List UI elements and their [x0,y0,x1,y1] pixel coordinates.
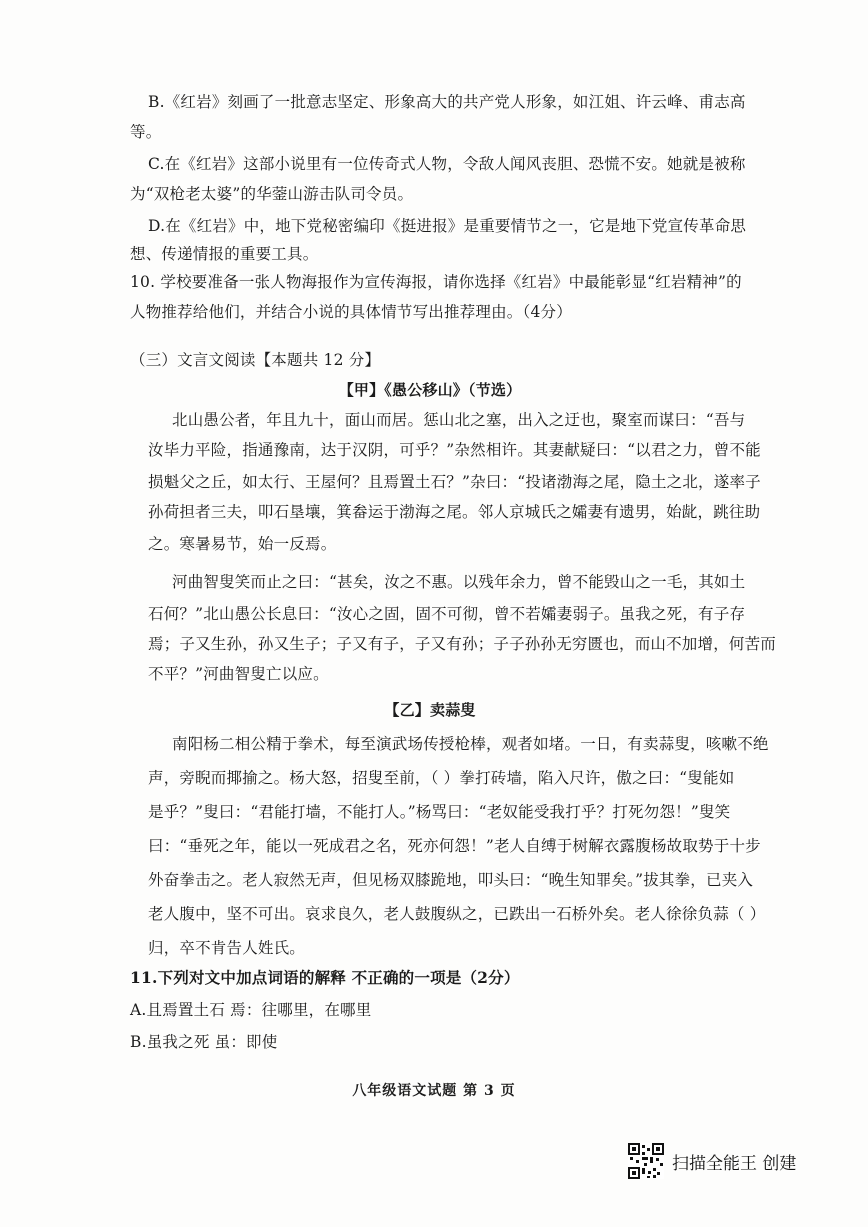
section-heading: （三）文言文阅读【本题共 12 分】 [130,351,381,369]
option-c-line2: 为“双枪老太婆”的华蓥山游击队司令员。 [130,185,414,203]
question-11: 11.下列对文中加点词语的解释 不正确的一项是（2分） [130,968,520,987]
question-10-line1: 10. 学校要准备一张人物海报作为宣传海报，请你选择《红岩》中最能彰显“红岩精神”的 [130,273,742,291]
passage-a-line: 汝毕力平险，指通豫南，达于汉阴，可乎？”杂然相许。其妻献疑曰：“以君之力，曾不能 [148,441,761,459]
passage-b-line: 是乎？”叟曰：“君能打墙，不能打人。”杨骂曰：“老奴能受我打乎？打死勿怨！”叟笑 [148,803,731,821]
scanner-watermark [628,1143,796,1179]
option-b-line2: 等。 [130,123,162,141]
scanner-brand-label: 扫描全能王 创建 [672,1153,797,1174]
option-c-line1: C.在《红岩》这部小说里有一位传奇式人物，令敌人闻风丧胆、恐慌不安。她就是被称 [148,155,746,173]
passage-a-line: 焉；子又生孙，孙又生子；子又有子，子又有孙；子子孙孙无穷匮也，而山不加增，何苦而 [148,635,777,653]
passage-b-line: 外奋拳击之。老人寂然无声，但见杨双膝跪地，叩头曰：“晚生知罪矣。”拔其拳，已夹入 [148,871,754,889]
page-footer: 八年级语文试题 第 3 页 [352,1083,516,1099]
qr-code-icon [628,1143,664,1179]
passage-a-title: 【甲】《愚公移山》（节选） [338,381,522,399]
passage-b-line: 老人腹中，坚不可出。哀求良久，老人鼓腹纵之，已跌出一石桥外矣。老人徐徐负蒜（ ） [148,905,766,923]
passage-b-line: 声，旁睨而揶揄之。杨大怒，招叟至前，（ ）拳打砖墙，陷入尺许，傲之曰：“叟能如 [148,769,735,787]
option-d-line1: D.在《红岩》中，地下党秘密编印《挺进报》是重要情节之一，它是地下党宣传革命思 [148,217,747,235]
question-11-option-b: B.虽我之死 虽：即使 [130,1033,278,1051]
passage-b-line: 归，卒不肯告人姓氏。 [148,939,306,957]
option-b-line1: B.《红岩》刻画了一批意志坚定、形象高大的共产党人形象，如江姐、许云峰、甫志高 [148,93,746,111]
passage-b-line: 曰：“垂死之年，能以一死成君之名，死亦何怨！”老人自缚于树解衣露腹杨故取势于十步 [148,837,761,855]
passage-a-line: 不平？”河曲智叟亡以应。 [148,665,329,683]
passage-a-line: 损魁父之丘，如太行、王屋何？且焉置土石？”杂曰：“投诸渤海之尾，隐土之北，遂率子 [148,473,761,491]
passage-b-line: 南阳杨二相公精于拳术，每至演武场传授枪棒，观者如堵。一日，有卖蒜叟，咳嗽不绝 [172,735,769,753]
passage-a-line: 孙荷担者三夫，叩石垦壤，箕畚运于渤海之尾。邻人京城氏之孀妻有遗男，始龀，跳往助 [148,503,761,521]
option-d-line2: 想、传递情报的重要工具。 [130,245,319,263]
passage-b-title: 【乙】卖蒜叟 [384,701,476,719]
passage-a-line: 石何？”北山愚公长息曰：“汝心之固，固不可彻，曾不若孀妻弱子。虽我之死，有子存 [148,605,746,623]
question-11-option-a: A.且焉置土石 焉：往哪里，在哪里 [130,1001,372,1019]
passage-a-line: 北山愚公者，年且九十，面山而居。惩山北之塞，出入之迂也，聚室而谋曰：“吾与 [172,411,746,429]
question-10-line2: 人物推荐给他们，并结合小说的具体情节写出推荐理由。（4分） [130,303,572,321]
passage-a-line: 河曲智叟笑而止之曰：“甚矣，汝之不惠。以残年余力，曾不能毁山之一毛，其如土 [172,573,746,591]
passage-a-line: 之。寒暑易节，始一反焉。 [148,535,337,553]
